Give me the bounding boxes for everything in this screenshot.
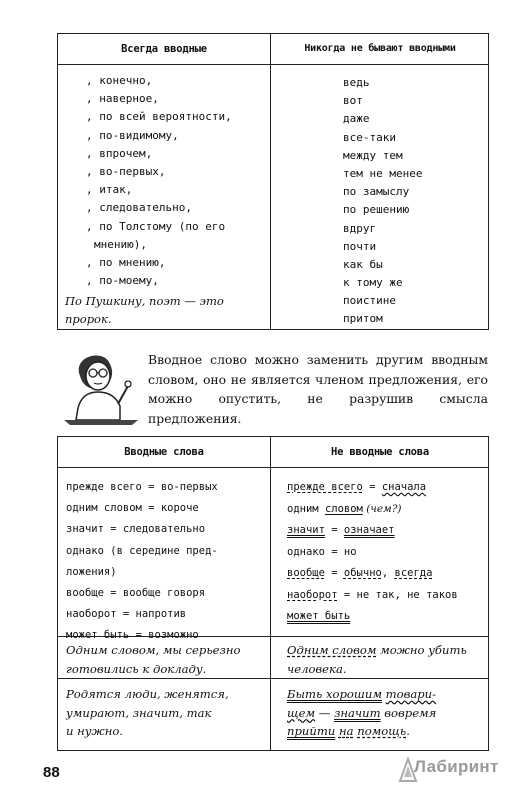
example-line: Одним словом, мы серьезно <box>66 643 241 657</box>
underlined-word: Одним словом <box>287 643 377 657</box>
text: = <box>324 567 344 579</box>
list-item: ложения) <box>66 565 117 578</box>
underlined-word: словом <box>324 502 363 515</box>
text: — <box>315 705 335 720</box>
list-item: притом <box>343 312 383 326</box>
table2-header-right: Не вводные слова <box>331 446 429 458</box>
example-line <box>287 722 487 741</box>
underlined-word: значит <box>287 524 325 536</box>
list-item: ведь <box>343 76 370 89</box>
table2-header-left: Вводные слова <box>124 446 204 458</box>
question-text: (чем?) <box>362 502 402 515</box>
underlined-word: прийти <box>287 724 336 738</box>
underlined-word: щем <box>287 705 316 720</box>
rule-paragraph: Вводное слово можно заменить другим вводным словом, оно не является членом предложения, его можно опустить, не разрушив смысла предложения. <box>148 352 488 426</box>
text: = не так, не таков <box>337 588 458 601</box>
example-non-intro-2 <box>287 685 487 741</box>
list-item <box>287 520 458 542</box>
underlined-word: всегда <box>394 567 433 579</box>
list-item: по замыслу <box>343 185 410 199</box>
list-item: вдруг <box>343 221 377 235</box>
table2-column-divider <box>270 437 271 750</box>
list-item: почти <box>343 239 377 253</box>
text: = <box>324 524 344 536</box>
list-item: между тем <box>343 148 403 162</box>
text: вовремя <box>380 705 437 720</box>
example-line: человека. <box>287 661 347 676</box>
list-item: , по мнению, <box>86 255 166 269</box>
example-line: пророк. <box>65 312 112 326</box>
table2-left-list <box>66 477 218 647</box>
list-item: , по всей вероятности, <box>86 110 232 124</box>
list-item <box>287 606 458 628</box>
list-item: все-таки <box>343 130 396 144</box>
text: = <box>362 481 382 493</box>
table1-header-left: Всегда вводные <box>121 43 207 55</box>
list-item: , следовательно, <box>86 201 192 215</box>
list-item: может быть = возможно <box>66 629 199 642</box>
list-item: , во-первых, <box>86 164 166 178</box>
list-item <box>287 477 458 499</box>
list-item <box>287 585 458 607</box>
table1-right-list <box>343 74 422 329</box>
underlined-word: наоборот <box>287 588 338 601</box>
table-intro-vs-non-intro <box>57 436 489 751</box>
underlined-word: означает <box>343 524 395 536</box>
example-line: и нужно. <box>66 724 123 738</box>
example-line: По Пушкину, поэт — это <box>65 294 224 308</box>
table-intro-words <box>57 33 489 330</box>
list-item: , итак, <box>86 183 133 197</box>
list-item: , конечно, <box>86 74 153 87</box>
list-item <box>287 563 458 585</box>
underlined-word: товари- <box>385 687 437 701</box>
table1-example <box>65 292 265 328</box>
underlined-word: вообще <box>287 567 325 579</box>
table2-header-divider <box>58 467 488 468</box>
list-item: , по-видимому, <box>86 128 179 142</box>
example-non-intro-1 <box>287 641 487 678</box>
list-item: прежде всего = во-первых <box>66 481 218 493</box>
text: одним <box>287 502 325 515</box>
table1-column-divider <box>270 34 271 329</box>
list-item: , по Толстому (по его <box>86 219 226 233</box>
page-number: 88 <box>43 764 60 781</box>
list-item: поистине <box>343 294 396 308</box>
list-item: вообще = вообще говоря <box>66 586 206 599</box>
underlined-word: прежде всего <box>287 481 363 493</box>
example-line <box>287 704 487 723</box>
text: , <box>381 567 395 579</box>
list-item: значит = следовательно <box>66 523 206 536</box>
example-line <box>287 685 487 704</box>
example-line: готовились к докладу. <box>66 661 207 676</box>
example-line <box>287 641 487 660</box>
list-item: к тому же <box>343 276 403 290</box>
list-item: по решению <box>343 203 410 217</box>
teacher-illustration <box>62 346 140 426</box>
list-item <box>287 499 458 521</box>
list-item: вот <box>343 94 363 108</box>
underlined-word: значит <box>334 705 381 720</box>
list-item: тем не менее <box>343 166 423 180</box>
table1-left-list <box>86 72 232 290</box>
underlined-word: на <box>338 724 354 738</box>
text: можно убить <box>376 643 467 657</box>
underlined-word: сначала <box>381 481 427 493</box>
example-intro-2 <box>66 685 266 741</box>
example-line: Родятся люди, женятся, <box>66 687 229 701</box>
example-intro-1 <box>66 641 266 678</box>
table2-right-list <box>287 477 458 628</box>
list-item: даже <box>343 112 370 126</box>
underlined-word: Быть хорошим <box>287 687 382 701</box>
list-item: , впрочем, <box>86 146 153 160</box>
underlined-word: может быть <box>287 610 351 622</box>
table2-row-divider <box>58 678 488 679</box>
list-item: однако = но <box>287 545 357 558</box>
underlined-word: обычно <box>343 567 382 579</box>
underlined-word: помощь <box>357 724 407 738</box>
list-item: наоборот = напротив <box>66 608 187 621</box>
list-item: однако (в середине пред- <box>66 544 218 557</box>
example-line: умирают, значит, так <box>66 705 212 720</box>
list-item: как бы <box>343 257 383 271</box>
list-item: одним словом = короче <box>66 502 199 515</box>
list-item: , по-моему, <box>86 274 159 288</box>
list-item: , наверное, <box>86 92 159 106</box>
list-item: мнению), <box>94 237 147 251</box>
table1-header-divider <box>58 64 488 65</box>
table1-header-right: Никогда не бывают вводными <box>304 43 456 54</box>
text: . <box>406 724 410 738</box>
watermark: Лабиринт <box>414 757 499 776</box>
